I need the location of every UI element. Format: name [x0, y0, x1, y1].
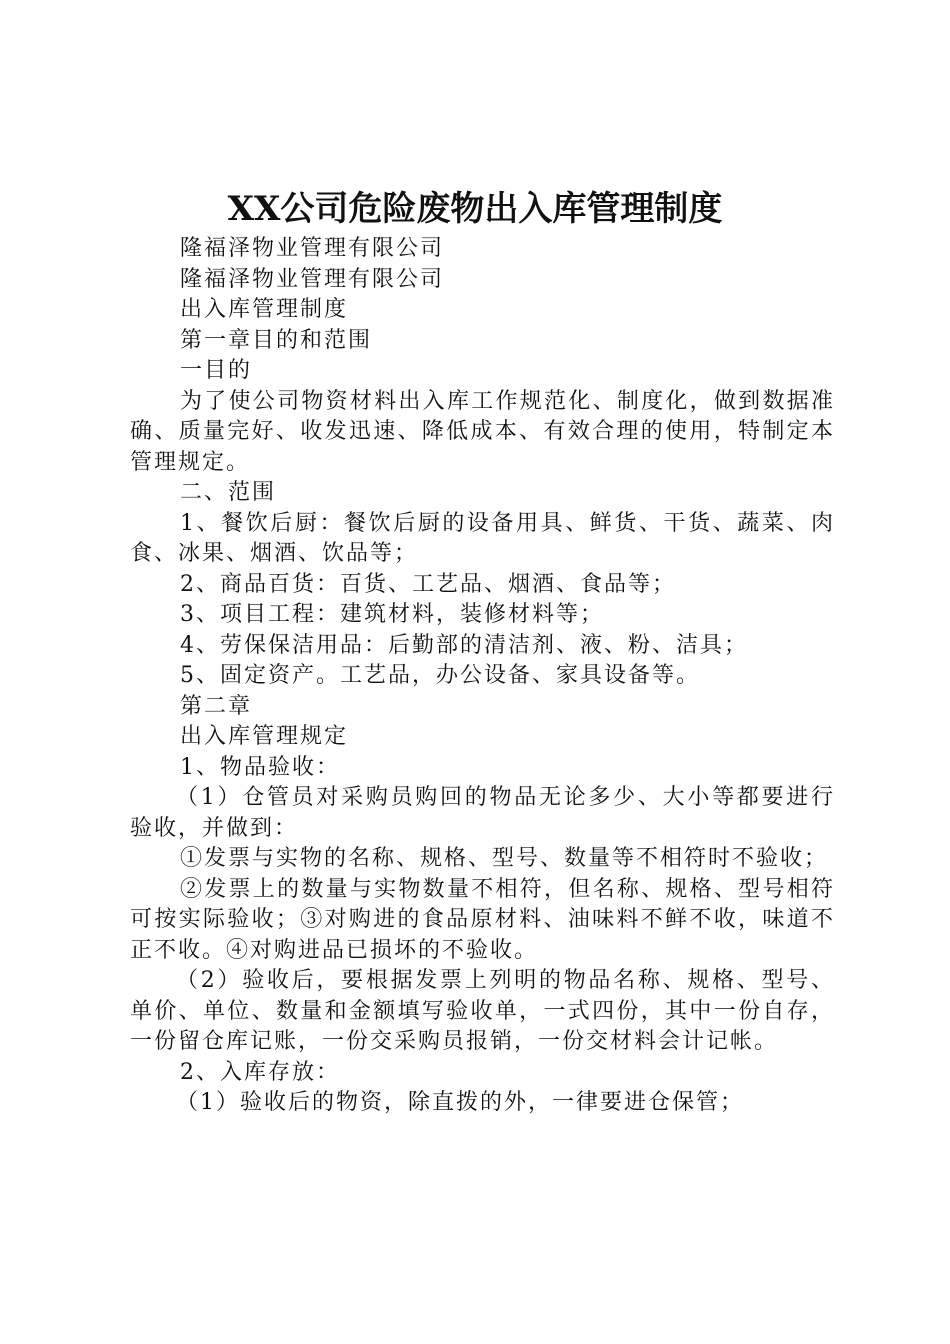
paragraph-storage-heading: 2、入库存放：	[180, 1059, 340, 1085]
document-body	[130, 234, 835, 1119]
paragraph-company-1: 隆福泽物业管理有限公司	[180, 236, 445, 261]
paragraph-scope-3: 3、项目工程：建筑材料，装修材料等；	[180, 602, 604, 627]
paragraph-purpose-heading: 一目的	[180, 358, 253, 383]
paragraph-chapter-1: 第一章目的和范围	[180, 327, 373, 353]
paragraph-inspection-heading: 1、物品验收：	[180, 754, 340, 780]
paragraph-inspection-1: （1）仓管员对采购员购回的物品无论多少、大小等都要进行验收，并做到：	[130, 785, 835, 841]
paragraph-inspection-item-1: ①发票与实物的名称、规格、型号、数量等不相符时不验收；	[180, 846, 829, 871]
document-title: XX公司危险废物出入库管理制度	[227, 189, 723, 229]
paragraph-rules-heading: 出入库管理规定	[180, 724, 349, 749]
paragraph-inspection-2: （2）验收后，要根据发票上列明的物品名称、规格、型号、单价、单位、数量和金额填写验收单，一式四份，其中一份自存，一份留仓库记账，一份交采购员报销，一份交材料会计记帐。	[130, 968, 835, 1054]
paragraph-scope-4: 4、劳保保洁用品：后勤部的清洁剂、液、粉、洁具；	[180, 632, 748, 658]
paragraph-scope-5: 5、固定资产。工艺品，办公设备、家具设备等。	[180, 663, 700, 688]
paragraph-scope-1: 1、餐饮后厨：餐饮后厨的设备用具、鲜货、干货、蔬菜、肉食、冰果、烟酒、饮品等；	[130, 510, 835, 566]
paragraph-company-2: 隆福泽物业管理有限公司	[180, 266, 445, 292]
paragraph-scope-heading: 二、范围	[180, 480, 277, 505]
paragraph-scope-2: 2、商品百货：百货、工艺品、烟酒、食品等；	[180, 571, 676, 597]
paragraph-purpose: 为了使公司物资材料出入库工作规范化、制度化，做到数据准确、质量完好、收发迅速、降低成本、有效合理的使用，特制定本管理规定。	[130, 388, 835, 475]
paragraph-storage-1: （1）验收后的物资，除直拨的外，一律要进仓保管；	[176, 1090, 744, 1115]
paragraph-inspection-item-2: ②发票上的数量与实物数量不相符，但名称、规格、型号相符可按实际验收；③对购进的食品原材料、油味料不鲜不收，味道不正不收。④对购进品已损坏的不验收。	[130, 876, 835, 963]
paragraph-subtitle: 出入库管理制度	[180, 297, 349, 322]
paragraph-chapter-2: 第二章	[180, 693, 253, 719]
